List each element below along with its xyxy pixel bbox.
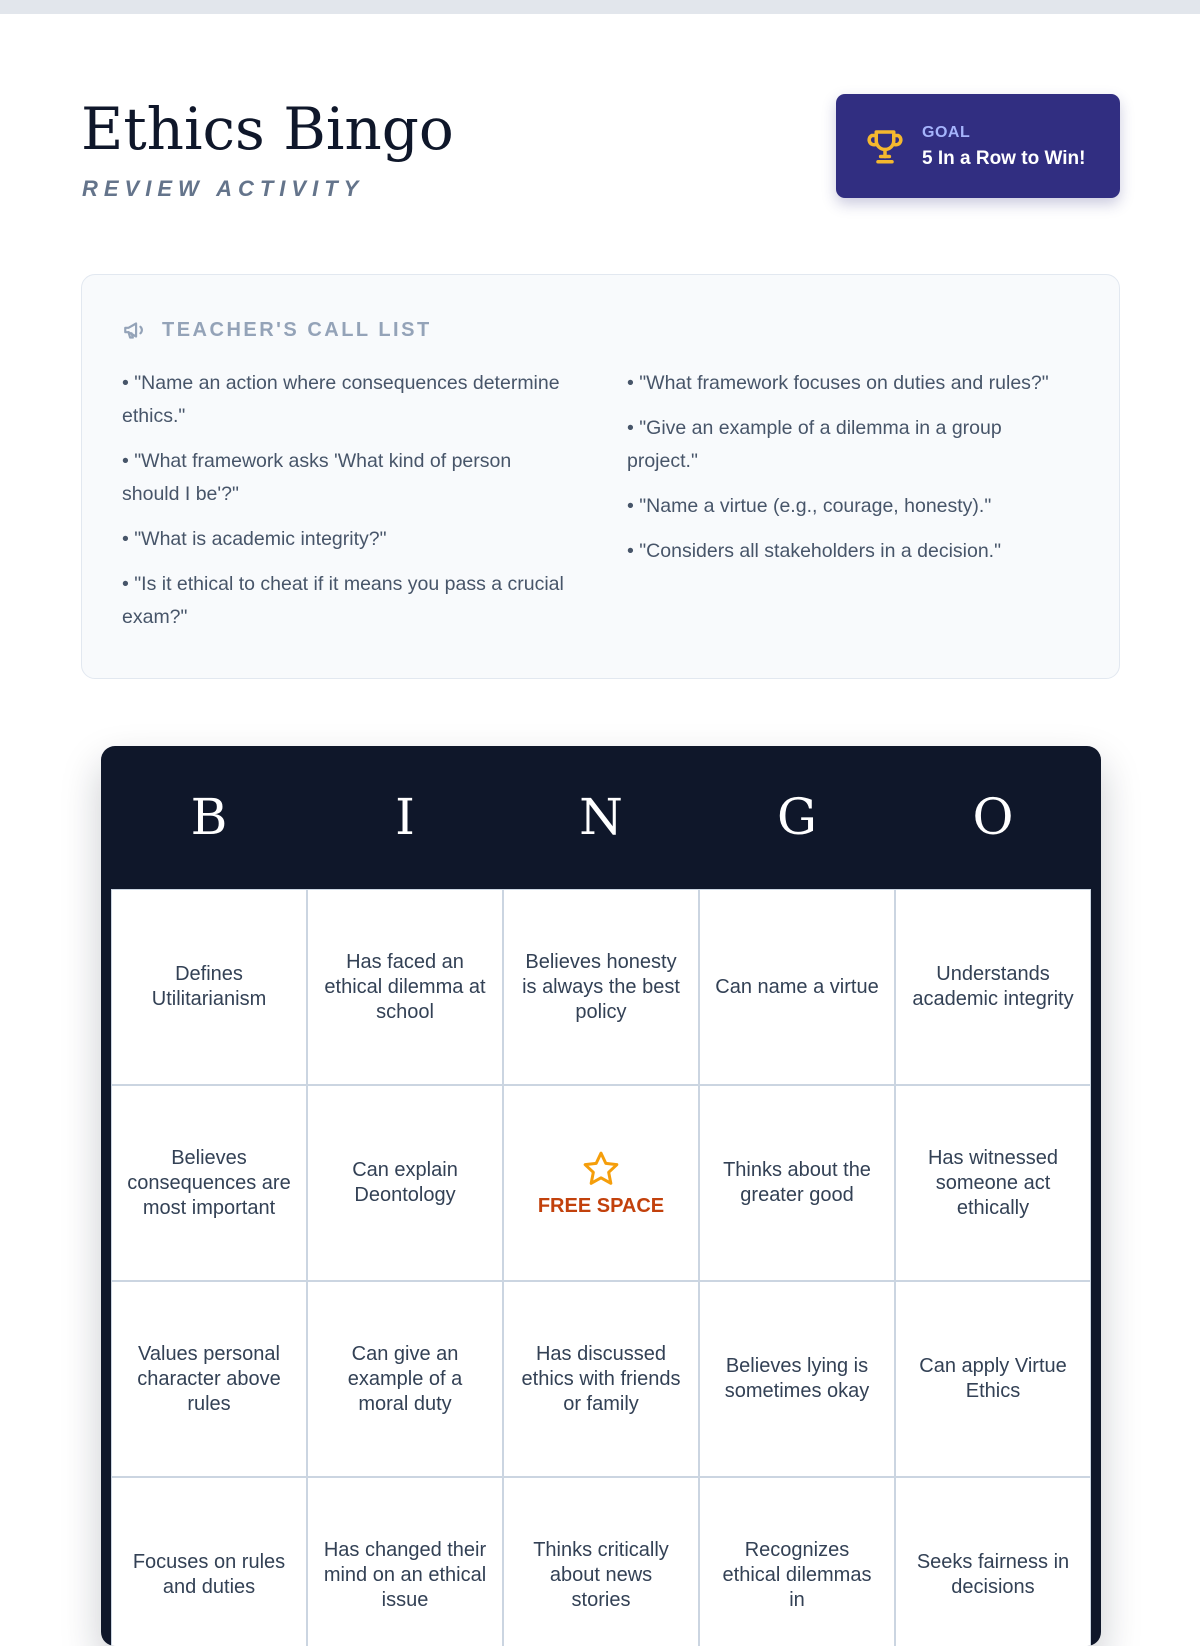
call-item: • "Is it ethical to cheat if it means you pass a crucial exam?" bbox=[122, 573, 564, 628]
bingo-cell-text: Can explain Deontology bbox=[352, 1159, 458, 1206]
bingo-cell-text: Has changed their mind on an ethical issue bbox=[323, 1538, 487, 1611]
call-item: • "Name an action where consequences determine ethics." bbox=[122, 372, 560, 427]
bingo-letter: I bbox=[395, 788, 415, 846]
bingo-cell-text: Thinks about the greater good bbox=[723, 1159, 871, 1206]
bingo-cell[interactable] bbox=[307, 1281, 503, 1477]
bingo-cell[interactable] bbox=[503, 889, 699, 1085]
call-item: • "Name a virtue (e.g., courage, honesty)." bbox=[627, 495, 992, 517]
bingo-letter: B bbox=[190, 788, 228, 846]
bingo-cell[interactable] bbox=[503, 1477, 699, 1646]
call-item: • "What is academic integrity?" bbox=[122, 528, 387, 550]
bingo-cell[interactable] bbox=[699, 1085, 895, 1281]
bingo-header bbox=[111, 746, 1091, 889]
bingo-cell-text: Can apply Virtue Ethics bbox=[919, 1355, 1067, 1402]
bingo-grid bbox=[111, 889, 1091, 1646]
bingo-cell-text: Can give an example of a moral duty bbox=[347, 1342, 463, 1415]
bingo-cell[interactable] bbox=[307, 889, 503, 1085]
goal-card bbox=[836, 94, 1120, 198]
bingo-cell[interactable] bbox=[111, 889, 307, 1085]
call-list-right-column bbox=[627, 367, 1073, 580]
bingo-cell-text: Focuses on rules and duties bbox=[132, 1551, 286, 1598]
bingo-cell[interactable] bbox=[699, 889, 895, 1085]
bingo-cell-text: Thinks critically about news stories bbox=[533, 1538, 669, 1611]
megaphone-icon bbox=[122, 317, 148, 343]
call-item: • "What framework focuses on duties and rules?" bbox=[627, 372, 1049, 394]
goal-kicker: GOAL bbox=[922, 124, 971, 141]
bingo-cell[interactable] bbox=[111, 1281, 307, 1477]
call-item: • "Give an example of a dilemma in a group project." bbox=[627, 417, 1002, 472]
bingo-letter: N bbox=[579, 788, 623, 846]
call-list-heading: TEACHER'S CALL LIST bbox=[162, 318, 432, 341]
call-list-header bbox=[122, 315, 432, 345]
bingo-cell[interactable] bbox=[503, 1281, 699, 1477]
bingo-cell-text: Believes lying is sometimes okay bbox=[724, 1355, 870, 1402]
top-bar bbox=[0, 0, 1200, 14]
bingo-cell[interactable] bbox=[111, 1477, 307, 1646]
free-space-cell[interactable] bbox=[503, 1085, 699, 1281]
bingo-cell-text: Understands academic integrity bbox=[912, 963, 1074, 1010]
bingo-cell-text: Values personal character above rules bbox=[137, 1342, 281, 1415]
goal-text: 5 In a Row to Win! bbox=[922, 148, 1086, 169]
bingo-cell-text: Has faced an ethical dilemma at school bbox=[324, 950, 486, 1023]
bingo-cell-text: Believes honesty is always the best policy bbox=[522, 950, 680, 1023]
bingo-cell[interactable] bbox=[699, 1281, 895, 1477]
bingo-cell-text: Seeks fairness in decisions bbox=[916, 1551, 1070, 1598]
star-icon bbox=[581, 1149, 621, 1189]
trophy-icon bbox=[864, 124, 906, 168]
bingo-letter: G bbox=[777, 788, 817, 846]
bingo-cell[interactable] bbox=[895, 1085, 1091, 1281]
bingo-cell-text: Has witnessed someone act ethically bbox=[927, 1146, 1059, 1219]
call-list-left-column bbox=[122, 367, 568, 646]
bingo-cell-text: Defines Utilitarianism bbox=[151, 963, 267, 1010]
bingo-cell-text: Has discussed ethics with friends or family bbox=[521, 1342, 681, 1415]
call-item: • "What framework asks 'What kind of person should I be'?" bbox=[122, 450, 512, 505]
bingo-cell-text: Believes consequences are most important bbox=[127, 1146, 291, 1219]
teacher-call-list bbox=[81, 274, 1120, 679]
bingo-cell[interactable] bbox=[895, 1281, 1091, 1477]
free-space-label: FREE SPACE bbox=[537, 1194, 665, 1217]
bingo-letter: O bbox=[972, 788, 1014, 846]
bingo-cell-text: Can name a virtue bbox=[715, 975, 879, 998]
bingo-cell[interactable] bbox=[307, 1477, 503, 1646]
bingo-cell[interactable] bbox=[307, 1085, 503, 1281]
bingo-cell[interactable] bbox=[699, 1477, 895, 1646]
bingo-cell[interactable] bbox=[111, 1085, 307, 1281]
page-title: Ethics Bingo bbox=[81, 95, 454, 163]
bingo-cell-text: Recognizes ethical dilemmas in bbox=[722, 1538, 872, 1611]
bingo-card bbox=[101, 746, 1101, 1646]
page-subtitle: REVIEW ACTIVITY bbox=[82, 176, 365, 201]
call-item: • "Considers all stakeholders in a decision." bbox=[627, 540, 1002, 562]
bingo-cell[interactable] bbox=[895, 889, 1091, 1085]
bingo-cell[interactable] bbox=[895, 1477, 1091, 1646]
